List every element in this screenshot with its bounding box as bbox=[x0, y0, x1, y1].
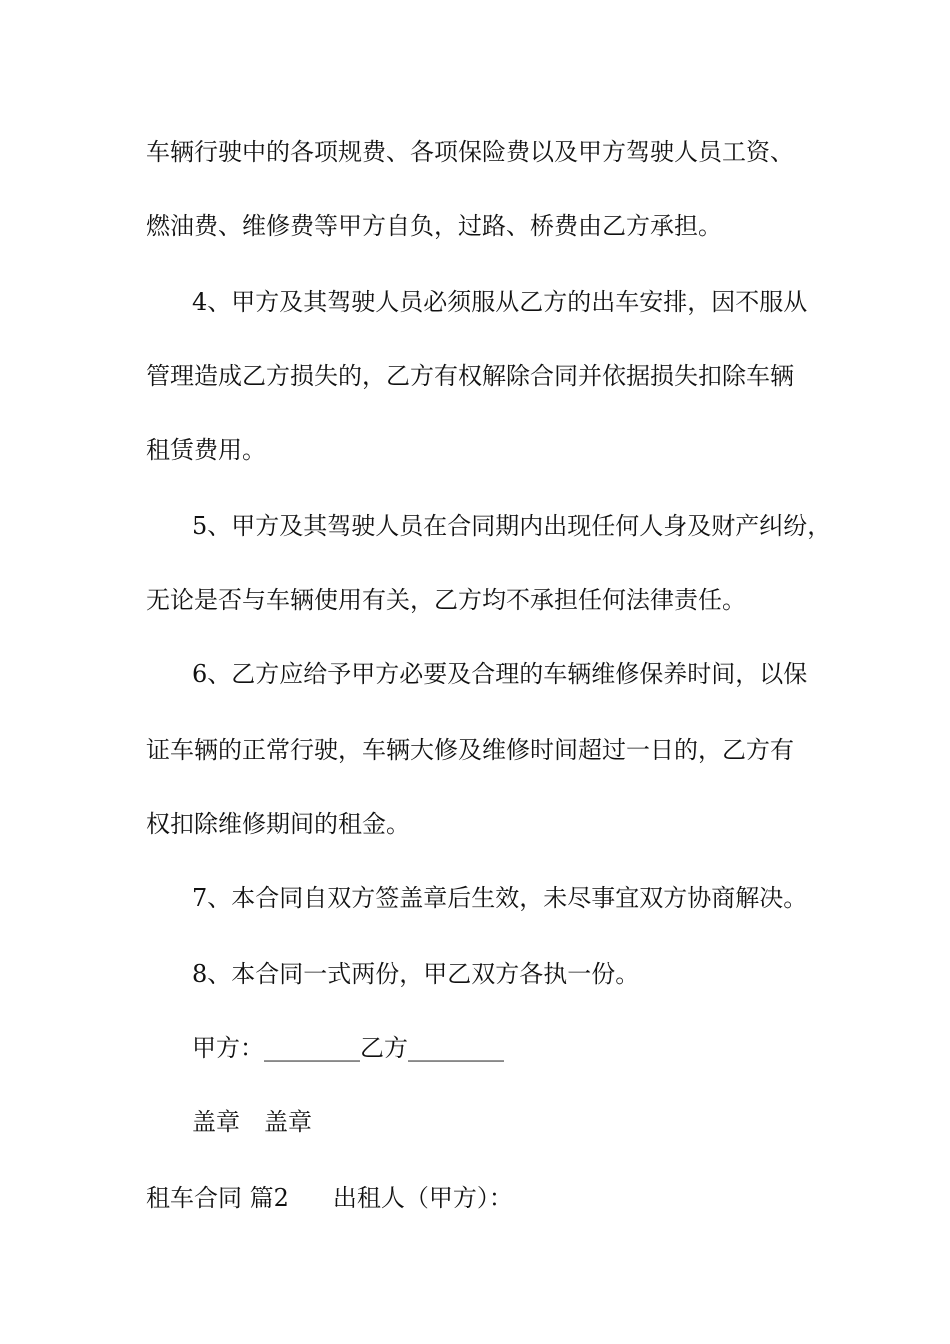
next-section-heading bbox=[146, 1182, 846, 1214]
clause-5-line-2: 无论是否与车辆使用有关，乙方均不承担任何法律责任。 bbox=[146, 586, 746, 614]
clause-7: 7、本合同自双方签盖章后生效，未尽事宜双方协商解决。 bbox=[192, 884, 808, 912]
clause-8: 8、本合同一式两份，甲乙双方各执一份。 bbox=[192, 960, 640, 988]
clause-4-line-1: 4、甲方及其驾驶人员必须服从乙方的出车安排，因不服从 bbox=[192, 288, 808, 316]
section-title: 租车合同 篇2 bbox=[146, 1184, 289, 1212]
lessor-label: 出租人（甲方）： bbox=[332, 1184, 513, 1212]
clause-6-line-2: 证车辆的正常行驶，车辆大修及维修时间超过一日的，乙方有 bbox=[146, 736, 794, 764]
clause-6-line-3: 权扣除维修期间的租金。 bbox=[146, 810, 410, 838]
signature-line: 甲方：________乙方________ bbox=[192, 1034, 504, 1062]
clause-4-line-3: 租赁费用。 bbox=[146, 436, 266, 464]
text-line-1: 车辆行驶中的各项规费、各项保险费以及甲方驾驶人员工资、 bbox=[146, 138, 794, 166]
clause-4-line-2: 管理造成乙方损失的，乙方有权解除合同并依据损失扣除车辆 bbox=[146, 362, 794, 390]
clause-6-line-1: 6、乙方应给予甲方必要及合理的车辆维修保养时间，以保 bbox=[192, 660, 808, 688]
text-line-2: 燃油费、维修费等甲方自负，过路、桥费由乙方承担。 bbox=[146, 212, 722, 240]
seal-line: 盖章 盖章 bbox=[192, 1108, 312, 1136]
clause-5-line-1: 5、甲方及其驾驶人员在合同期内出现任何人身及财产纠纷， bbox=[192, 512, 832, 540]
